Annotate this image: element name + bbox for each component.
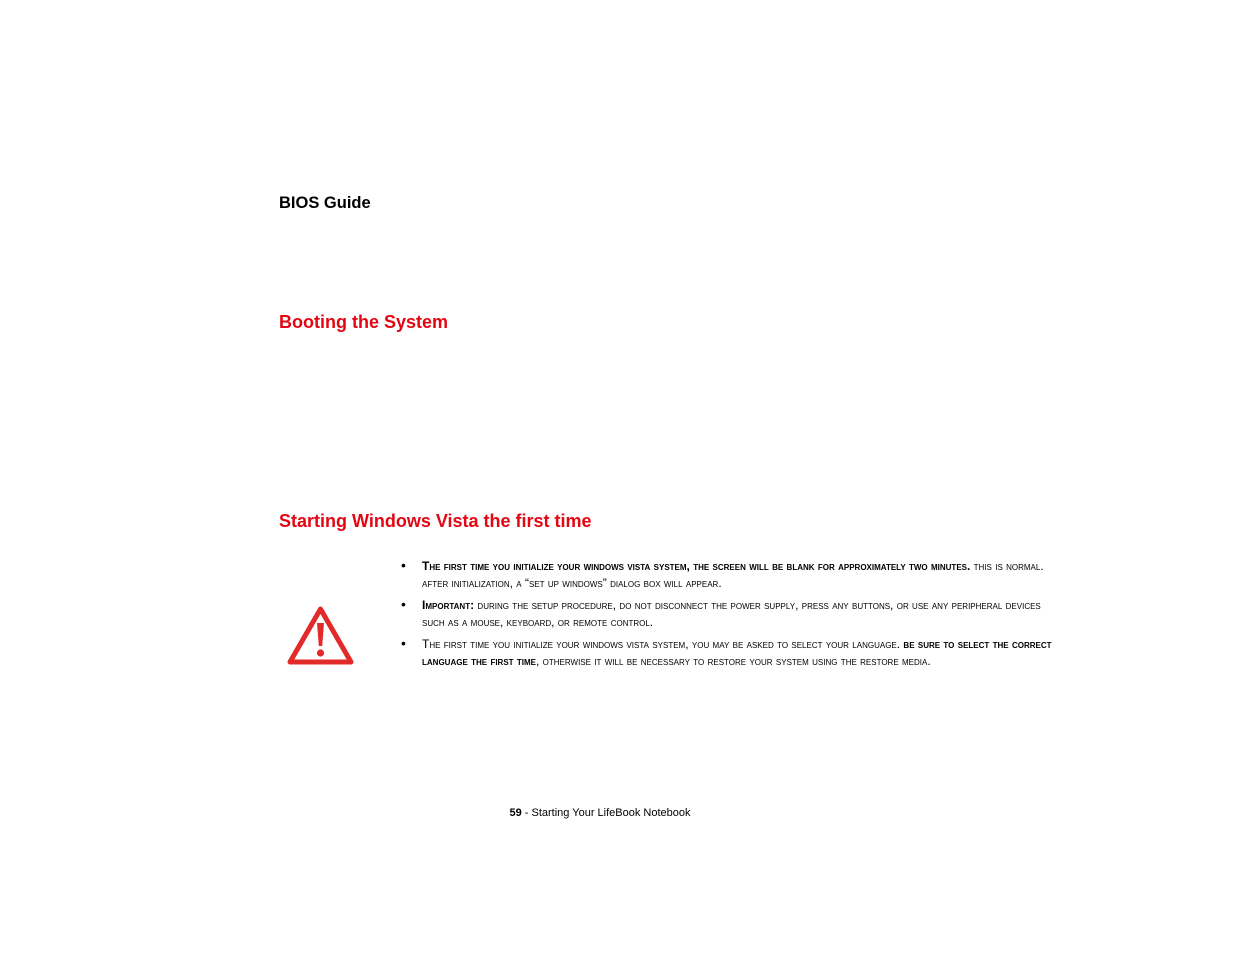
- footer-separator: -: [521, 807, 532, 819]
- starting-windows-vista-heading: Starting Windows Vista the first time: [279, 511, 592, 531]
- bullet-icon: •: [401, 596, 406, 612]
- warning-item-1: [401, 558, 1061, 592]
- bullet-icon: •: [401, 635, 406, 651]
- warning-item-1-bold: the first time you initialize your windows vista system, the screen will be blank for approximately two minutes.: [422, 559, 971, 573]
- warning-item-2-text: during the setup procedure, do not disconnect the power supply, press any buttons, or use any peripheral devices such as a mouse, keyboard, or remote control.: [422, 598, 1041, 629]
- footer-title: Starting Your LifeBook Notebook: [531, 807, 691, 819]
- warning-triangle-icon: [286, 603, 355, 667]
- bullet-icon: •: [401, 557, 406, 573]
- warning-item-3-text-after: , otherwise it will be necessary to restore your system using the restore media.: [536, 654, 931, 668]
- page-footer: [0, 807, 1200, 819]
- booting-the-system-heading: Booting the System: [279, 312, 449, 332]
- warning-item-2: [401, 597, 1061, 631]
- warning-list: [401, 558, 1061, 675]
- page-number: 59: [509, 807, 522, 819]
- warning-item-3-text-before: the first time you initialize your windows vista system, you may be asked to select your language.: [422, 637, 904, 651]
- page-section-title: BIOS Guide: [279, 194, 371, 212]
- warning-item-3: [401, 636, 1061, 670]
- warning-item-2-bold: important:: [422, 598, 475, 612]
- warning-item-1-text: this is normal. after initialization, a “set up windows” dialog box will appear.: [422, 559, 1044, 590]
- warning-item-3-bold: be sure to select the correct language the first time: [422, 637, 1052, 668]
